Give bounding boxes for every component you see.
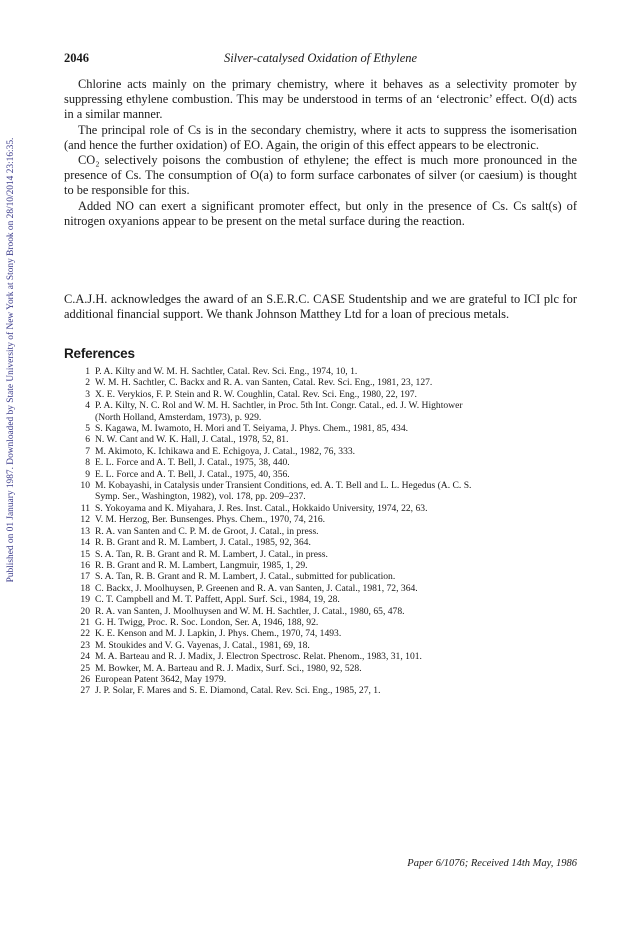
reference-number: 21 <box>80 616 90 628</box>
acknowledgement <box>64 292 577 322</box>
reference-text: M. Stoukides and V. G. Vayenas, J. Catal., 1981, 69, 18. <box>95 639 310 651</box>
reference-text: W. M. H. Sachtler, C. Backx and R. A. van Santen, Catal. Rev. Sci. Eng., 1981, 23, 127. <box>95 377 433 389</box>
reference-item <box>80 423 580 434</box>
reference-text: P. A. Kilty, N. C. Rol and W. M. H. Sachtler, in Proc. 5th Int. Congr. Catal., ed. J. W. Hightower <box>95 400 463 412</box>
reference-item <box>80 457 580 468</box>
reference-number: 7 <box>85 445 90 457</box>
reference-item <box>80 640 580 651</box>
reference-item <box>80 594 580 605</box>
reference-text: V. M. Herzog, Ber. Bunsenges. Phys. Chem., 1970, 74, 216. <box>95 514 326 526</box>
reference-item <box>80 389 580 400</box>
reference-text: C. T. Campbell and M. T. Paffett, Appl. Surf. Sci., 1984, 19, 28. <box>95 594 340 606</box>
page-header <box>64 51 577 67</box>
acknowledgement-text: C.A.J.H. acknowledges the award of an S.E.R.C. CASE Studentship and we are grateful to ICI plc for additional financial support. We thank Johnson Matthey Ltd for a loan of precious metals. <box>64 292 577 322</box>
running-title: Silver-catalysed Oxidation of Ethylene <box>223 51 418 65</box>
reference-number: 25 <box>80 662 90 674</box>
reference-number: 1 <box>85 366 90 377</box>
reference-item <box>80 537 580 548</box>
reference-text: S. A. Tan, R. B. Grant and R. M. Lambert, J. Catal., submitted for publication. <box>95 571 396 583</box>
reference-number: 3 <box>85 388 90 400</box>
reference-number: 15 <box>80 548 90 560</box>
reference-item <box>80 503 580 514</box>
reference-text: K. E. Kenson and M. J. Lapkin, J. Phys. Chem., 1970, 74, 1493. <box>95 628 342 640</box>
reference-number: 12 <box>80 514 90 526</box>
download-watermark-text: Published on 01 January 1987. Downloaded by State University of New York at Stony Brook on 28/10/2014 23:16:35. <box>6 137 16 583</box>
reference-number: 20 <box>80 605 90 617</box>
reference-item <box>80 434 580 445</box>
reference-number: 4 <box>85 400 90 412</box>
reference-number: 17 <box>80 571 90 583</box>
reference-text: R. B. Grant and R. M. Lambert, Langmuir, 1985, 1, 29. <box>95 559 308 571</box>
reference-text: S. Kagawa, M. Iwamoto, H. Mori and T. Seiyama, J. Phys. Chem., 1981, 85, 434. <box>95 423 409 435</box>
paragraph: The principal role of Cs is in the secondary chemistry, where it acts to suppress the isomerisation (and hence the further oxidation) of EO. Again, the origin of this effect appears to be electronic. <box>64 122 577 152</box>
reference-number: 23 <box>80 639 90 651</box>
reference-text: M. Bowker, M. A. Barteau and R. J. Madix, Surf. Sci., 1980, 92, 528. <box>95 662 362 674</box>
reference-text: G. H. Twigg, Proc. R. Soc. London, Ser. A, 1946, 188, 92. <box>95 616 319 628</box>
reference-number: 10 <box>80 480 90 492</box>
paragraph: Chlorine acts mainly on the primary chemistry, where it behaves as a selectivity promoter by suppressing ethylene combustion. This may be understood in terms of an ‘electronic’ effect. O(d) acts in a similar manner. <box>64 77 577 122</box>
reference-item <box>80 583 580 594</box>
reference-item <box>80 514 580 525</box>
reference-text: R. B. Grant and R. M. Lambert, J. Catal., 1985, 92, 364. <box>95 537 311 549</box>
reference-number: 24 <box>80 651 90 663</box>
reference-number: 11 <box>80 502 90 514</box>
reference-number: 5 <box>85 423 90 435</box>
paragraph: CO₂ selectively poisons the combustion of ethylene; the effect is much more pronounced in the presence of Cs. The consumption of O(a) to form surface carbonates of silver (or caesium) is thought to be responsible for this. <box>64 153 577 198</box>
reference-item <box>80 663 580 674</box>
reference-item <box>80 469 580 480</box>
received-note: Paper 6/1076; Received 14th May, 1986 <box>407 858 577 869</box>
reference-item <box>80 571 580 582</box>
reference-text-continued: Symp. Ser., Washington, 1982), vol. 178, pp. 209–237. <box>95 491 306 503</box>
reference-number: 18 <box>80 582 90 594</box>
page-number: 2046 <box>64 51 89 65</box>
reference-item <box>80 366 580 377</box>
reference-text: C. Backx, J. Moolhuysen, P. Greenen and R. A. van Santen, J. Catal., 1981, 72, 364. <box>95 582 418 594</box>
reference-number: 14 <box>80 537 90 549</box>
conclusions-text <box>64 77 577 229</box>
reference-text: S. Yokoyama and K. Miyahara, J. Res. Inst. Catal., Hokkaido University, 1974, 22, 63. <box>95 502 428 514</box>
reference-number: 19 <box>80 594 90 606</box>
reference-text: E. L. Force and A. T. Bell, J. Catal., 1975, 40, 356. <box>95 468 290 480</box>
reference-text: E. L. Force and A. T. Bell, J. Catal., 1975, 38, 440. <box>95 457 290 469</box>
reference-text: M. A. Barteau and R. J. Madix, J. Electron Spectrosc. Relat. Phenom., 1983, 31, 101. <box>95 651 422 663</box>
download-watermark <box>4 70 18 650</box>
reference-text: M. Kobayashi, in Catalysis under Transient Conditions, ed. A. T. Bell and L. L. Hegedus (A. C. S. <box>95 480 472 492</box>
paragraph: Added NO can exert a significant promoter effect, but only in the presence of Cs. Cs salt(s) of nitrogen oxyanions appear to be present on the metal surface during the reaction. <box>64 198 577 228</box>
reference-number: 22 <box>80 628 90 640</box>
reference-number: 13 <box>80 525 90 537</box>
reference-number: 9 <box>85 468 90 480</box>
reference-item <box>80 606 580 617</box>
reference-text: R. A. van Santen and C. P. M. de Groot, J. Catal., in press. <box>95 525 319 537</box>
reference-text: European Patent 3642, May 1979. <box>95 673 227 685</box>
reference-item <box>80 651 580 662</box>
reference-text: J. P. Solar, F. Mares and S. E. Diamond, Catal. Rev. Sci. Eng., 1985, 27, 1. <box>95 685 381 697</box>
reference-item <box>80 685 580 696</box>
reference-item <box>80 549 580 560</box>
reference-text: P. A. Kilty and W. M. H. Sachtler, Catal. Rev. Sci. Eng., 1974, 10, 1. <box>95 366 358 377</box>
reference-number: 6 <box>85 434 90 446</box>
reference-item <box>80 526 580 537</box>
reference-item <box>80 617 580 628</box>
reference-item <box>80 400 580 423</box>
reference-number: 26 <box>80 673 90 685</box>
reference-text: S. A. Tan, R. B. Grant and R. M. Lambert, J. Catal., in press. <box>95 548 328 560</box>
reference-text-continued: (North Holland, Amsterdam, 1973), p. 929. <box>95 411 262 423</box>
reference-number: 16 <box>80 559 90 571</box>
reference-list <box>80 366 580 697</box>
reference-item <box>80 446 580 457</box>
reference-text: R. A. van Santen, J. Moolhuysen and W. M. H. Sachtler, J. Catal., 1980, 65, 478. <box>95 605 405 617</box>
reference-item <box>80 377 580 388</box>
reference-text: N. W. Cant and W. K. Hall, J. Catal., 1978, 52, 81. <box>95 434 289 446</box>
reference-text: M. Akimoto, K. Ichikawa and E. Echigoya, J. Catal., 1982, 76, 333. <box>95 445 356 457</box>
reference-item <box>80 628 580 639</box>
reference-number: 2 <box>85 377 90 389</box>
reference-text: X. E. Verykios, F. P. Stein and R. W. Coughlin, Catal. Rev. Sci. Eng., 1980, 22, 197. <box>95 388 417 400</box>
reference-item <box>80 560 580 571</box>
reference-number: 8 <box>85 457 90 469</box>
reference-item <box>80 674 580 685</box>
reference-number: 27 <box>80 685 90 697</box>
reference-item <box>80 480 580 503</box>
references-heading: References <box>64 346 135 361</box>
